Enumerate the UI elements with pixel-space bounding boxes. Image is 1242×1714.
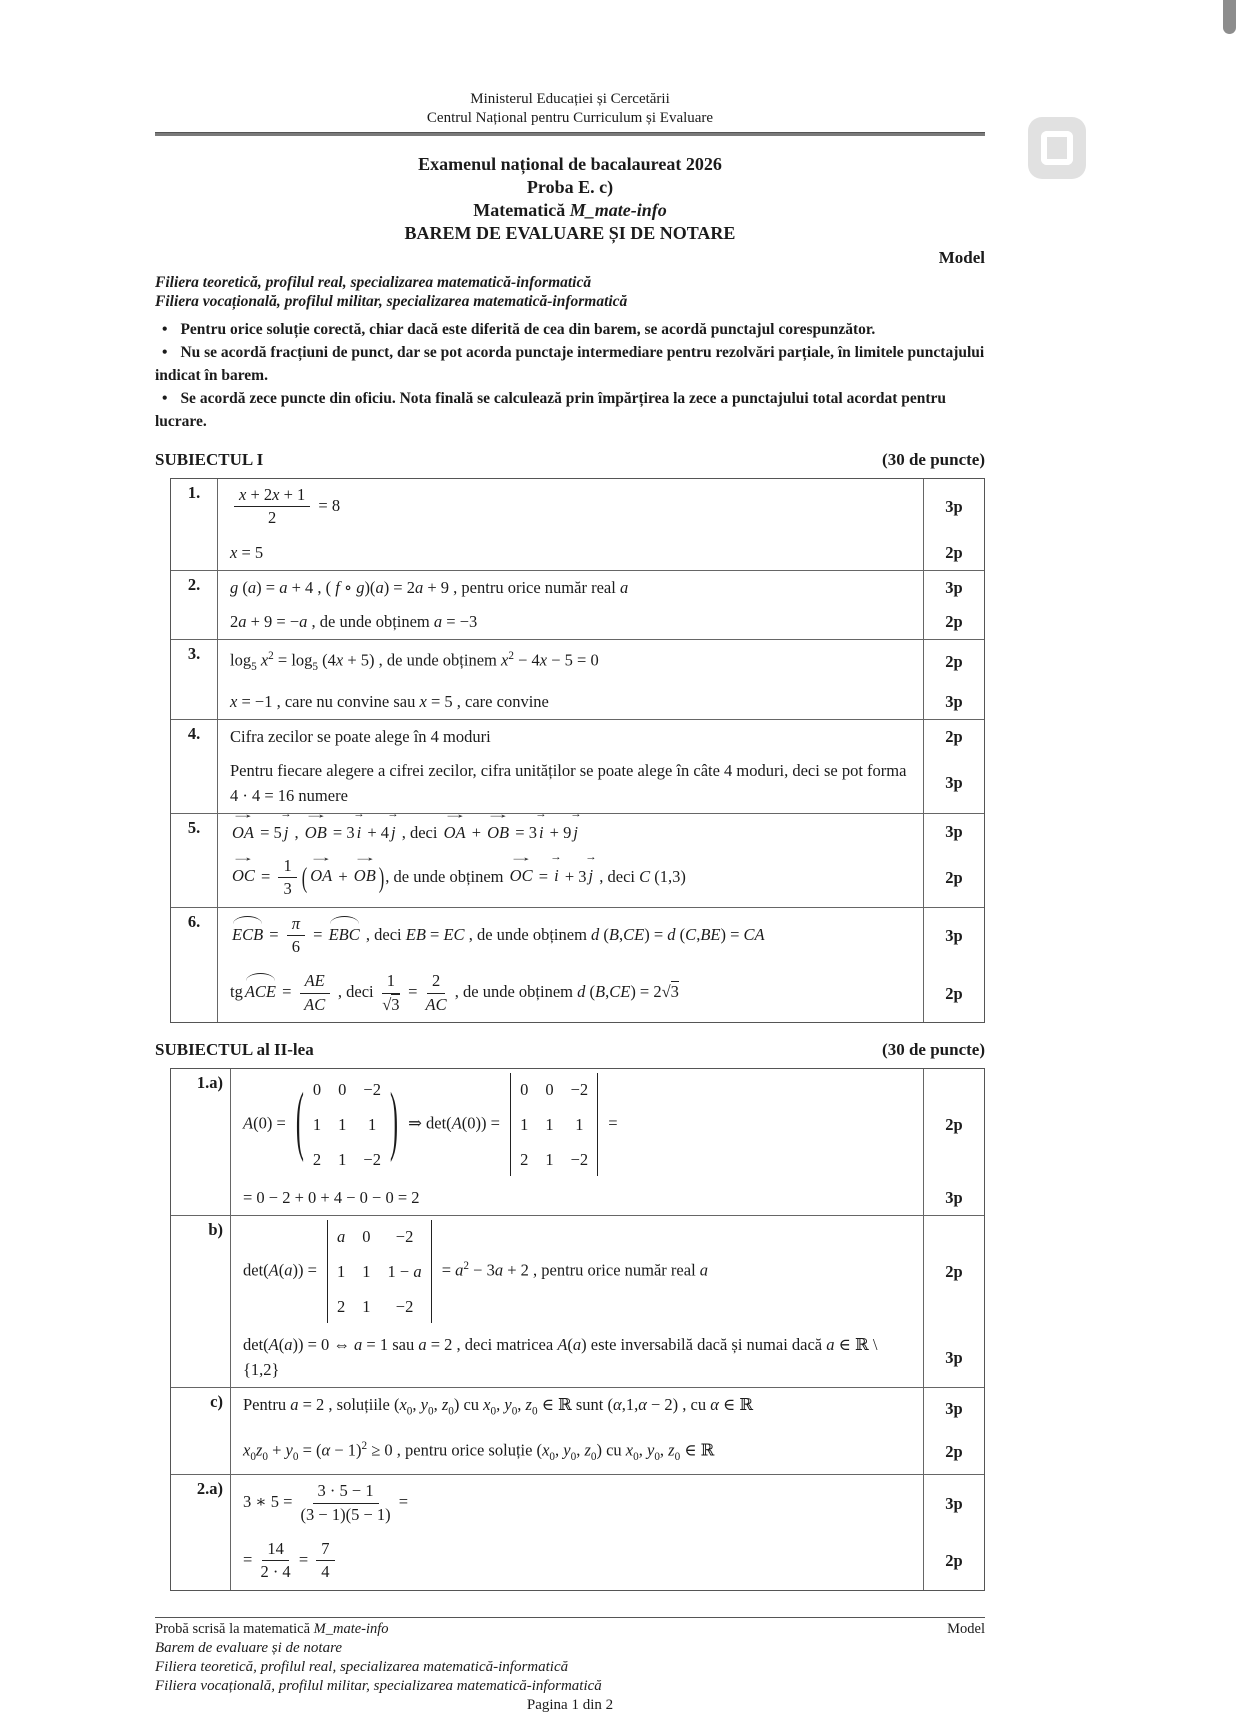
crop-corners-icon (1041, 131, 1073, 165)
points-cell: 2p (923, 1533, 984, 1590)
item-number: 2. (171, 571, 218, 639)
barem-row (171, 1216, 984, 1388)
instruction-text: Se acordă zece puncte din oficiu. Nota finală se calculează prin împărțirea la zece a punctajului total acordat pentru lucrare. (155, 389, 947, 430)
item-number: 5. (171, 814, 218, 907)
points-cell: 3p (923, 1181, 984, 1215)
points-cell: 2p (923, 965, 984, 1022)
points-cell: 2p (923, 1216, 984, 1328)
barem-line (218, 685, 984, 719)
solution-content: = $\frac{14}{2 \cdot 4}$ = $\frac{7}{4}$ (231, 1533, 923, 1590)
scrollbar-thumb[interactable] (1223, 0, 1236, 34)
page-number: Pagina 1 din 2 (526, 1696, 614, 1713)
points-cell: 2p (923, 536, 984, 570)
solution-content: $\log_5 x^2 = \log_5 (4x + 5)$ , de unde obținem $x^2 - 4x - 5 = 0$ (230, 649, 599, 673)
solution-content: 3 ∗ 5 = $\frac{3 \cdot 5 - 1}{(3 - 1)(5 - 1)}$ = (243, 1481, 409, 1525)
footer-model-label: Model (947, 1620, 985, 1637)
footer-proba (155, 1620, 389, 1639)
barem-line (231, 1069, 984, 1181)
ministry-header (155, 90, 985, 136)
item-number: b) (171, 1216, 231, 1387)
points-cell: 3p (923, 685, 984, 719)
solution-content: tg ACE = $\frac{AE}{AC}$ , deci $\frac{1}{√3}$ = $\frac{2}{AC}$ , de unde obținem d (B,CE) = 2√3 (230, 971, 679, 1014)
footer-line1 (155, 1620, 985, 1639)
footer-line3: Filiera teoretică, profilul real, specializarea matematică-informatică (155, 1658, 569, 1675)
barem-line (218, 536, 984, 570)
item-number: c) (171, 1388, 231, 1474)
barem-row (171, 640, 984, 720)
model-label: Model (938, 247, 985, 267)
points-cell: 3p (923, 479, 984, 536)
subject1-table (170, 478, 985, 1024)
barem-line (218, 571, 984, 605)
bullet-dot-icon: • (162, 320, 168, 338)
barem-line (218, 908, 984, 965)
instruction-item (155, 318, 985, 341)
barem-row (171, 908, 984, 1023)
solution-content: Pentru fiecare alegere a cifrei zecilor, cifra unităților se poate alege în câte 4 moduri, deci se pot forma 4 · 4 = 16 numere (230, 760, 907, 805)
header-rule (155, 132, 985, 136)
filiera-block (155, 273, 985, 311)
footer-line4: Filiera vocațională, profilul militar, specializarea matematică-informatică (155, 1677, 602, 1694)
ministry-line1: Ministerul Educației și Cercetării (470, 91, 670, 107)
bullet-dot-icon: • (162, 389, 168, 407)
barem-line (231, 1475, 984, 1532)
subject1-points: (30 de puncte) (882, 449, 985, 469)
solution-content: g (a) = a + 4 , ( f ∘ g)(a) = 2a + 9 , pentru orice număr real a (230, 577, 629, 597)
barem-line (231, 1388, 984, 1429)
points-cell: 2p (923, 1430, 984, 1475)
barem-line (218, 965, 984, 1022)
points-cell: 3p (923, 814, 984, 850)
barem-row (171, 571, 984, 640)
instruction-text: Nu se acordă fracțiuni de punct, dar se pot acorda punctaje intermediare pentru rezolvări parțiale, în limitele punctajului indicat în barem. (155, 343, 985, 384)
points-cell: 3p (923, 754, 984, 813)
solution-content: 2a + 9 = −a , de unde obținem a = −3 (230, 611, 478, 631)
item-number: 1.a) (171, 1069, 231, 1215)
solution-content: det(A(a)) = a 0 −2 1 1 1 − a 2 1 −2 = $a^2 - 3a + 2$ , pentru orice număr real a (231, 1216, 923, 1328)
barem-line (218, 754, 984, 813)
exam-title-line1: Examenul național de bacalaureat 2026 (418, 153, 722, 174)
item-number: 6. (171, 908, 218, 1023)
solution-content: Pentru a = 2 , soluțiile ($x_0$, $y_0$, $z_0$) cu $x_0$, $y_0$, $z_0$ ∈ ℝ sunt (α,1,α − 2) , cu α ∈ ℝ (243, 1395, 754, 1418)
subject-name: Matematică (473, 199, 570, 220)
footer-proba-code: M_mate-info (313, 1620, 389, 1637)
points-cell: 2p (923, 640, 984, 685)
filiera-line2: Filiera vocațională, profilul militar, specializarea matematică-informatică (155, 292, 628, 310)
solution-content: = 0 − 2 + 0 + 4 − 0 − 0 = 2 (243, 1188, 420, 1208)
page-footer (155, 1617, 985, 1714)
item-number: 3. (171, 640, 218, 719)
barem-line (218, 850, 984, 907)
subject1-heading (155, 450, 985, 470)
footer-proba-text: Probă scrisă la matematică (155, 1620, 314, 1637)
barem-line (218, 479, 984, 536)
solution-content: $x_0z_0 + y_0 = (\alpha - 1)^2 \ge 0$ , pentru orice soluție ($x_0$, $y_0$, $z_0$) cu $x_0$, $y_0$, $z_0$ ∈ ℝ (243, 1439, 715, 1463)
points-cell: 3p (923, 908, 984, 965)
footer-line2: Barem de evaluare și de notare (155, 1639, 343, 1656)
points-cell: 3p (923, 1388, 984, 1429)
solution-content: x = 5 (230, 542, 264, 562)
instruction-item (155, 387, 985, 433)
item-number: 1. (171, 479, 218, 570)
solution-content: Cifra zecilor se poate alege în 4 moduri (230, 726, 491, 746)
bullet-dot-icon: • (162, 343, 168, 361)
barem-line (231, 1181, 984, 1215)
barem-line (231, 1216, 984, 1328)
barem-line (231, 1430, 984, 1475)
barem-row (171, 806, 984, 908)
barem-line (218, 806, 984, 850)
subject2-points: (30 de puncte) (882, 1040, 985, 1060)
footer-rule (155, 1617, 985, 1618)
barem-row (171, 1388, 984, 1475)
barem-row (171, 1069, 984, 1216)
ministry-line2: Centrul Național pentru Curriculum și Evaluare (426, 109, 714, 126)
solution-content: OA → = 5 j → , OB → = 3 i → + 4 j → , deci OA → + OB → = 3 i → + 9 j → (230, 806, 582, 842)
subject2-table (170, 1068, 985, 1591)
barem-line (218, 605, 984, 639)
exam-title-block (155, 153, 985, 245)
points-cell: 2p (923, 850, 984, 907)
points-cell: 2p (923, 1069, 984, 1181)
points-cell: 3p (923, 571, 984, 605)
points-cell: 2p (923, 605, 984, 639)
barem-row (171, 479, 984, 571)
barem-row (171, 720, 984, 814)
solution-content: $\frac{x + 2x + 1}{2}$ = 8 (218, 479, 923, 536)
exam-title-line2: Proba E. c) (526, 176, 614, 197)
instructions-list (155, 318, 985, 433)
barem-line (231, 1533, 984, 1590)
instruction-item (155, 341, 985, 387)
points-cell: 3p (923, 1475, 984, 1532)
solution-content: ECB = $\frac{\pi}{6}$ = EBC , deci EB = EC , de unde obținem d (B,CE) = d (C,BE) = CA (232, 913, 765, 957)
barem-row (171, 1475, 984, 1590)
barem-line (231, 1328, 984, 1387)
filiera-line1: Filiera teoretică, profilul real, specializarea matematică-informatică (155, 273, 592, 291)
solution-content: OC → = $\frac{1}{3}$ ( OA → + OB → ), de unde obținem OC → = i → + 3 j → , deci C (1,3) (230, 850, 686, 899)
item-number: 2.a) (171, 1475, 231, 1590)
solution-content: A(0) = ( 0 0 −2 1 1 1 2 1 −2 ) ⇒ det(A(0)) = 0 0 −2 1 1 1 2 1 −2 = (231, 1069, 923, 1181)
exam-title-line4: BAREM DE EVALUARE ȘI DE NOTARE (404, 222, 736, 243)
screenshot-button[interactable] (1028, 117, 1086, 179)
barem-line (218, 720, 984, 754)
exam-title-line3 (155, 199, 985, 222)
points-cell: 3p (923, 1328, 984, 1387)
solution-content: x = −1 , care nu convine sau x = 5 , care convine (230, 691, 549, 711)
points-cell: 2p (923, 720, 984, 754)
item-number: 4. (171, 720, 218, 813)
subject2-title: SUBIECTUL al II-lea (155, 1040, 314, 1060)
subject2-heading (155, 1040, 985, 1060)
subject-code: M_mate-info (569, 199, 667, 220)
subject1-title: SUBIECTUL I (155, 449, 264, 469)
instruction-text: Pentru orice soluție corectă, chiar dacă este diferită de cea din barem, se acordă punctajul corespunzător. (180, 320, 876, 338)
barem-line (218, 640, 984, 685)
solution-content: det(A(a)) = 0 ⇔ a = 1 sau a = 2 , deci matricea A(a) este inversabilă dacă și numai dacă a ∈ ℝ \ {1,2} (243, 1335, 878, 1380)
